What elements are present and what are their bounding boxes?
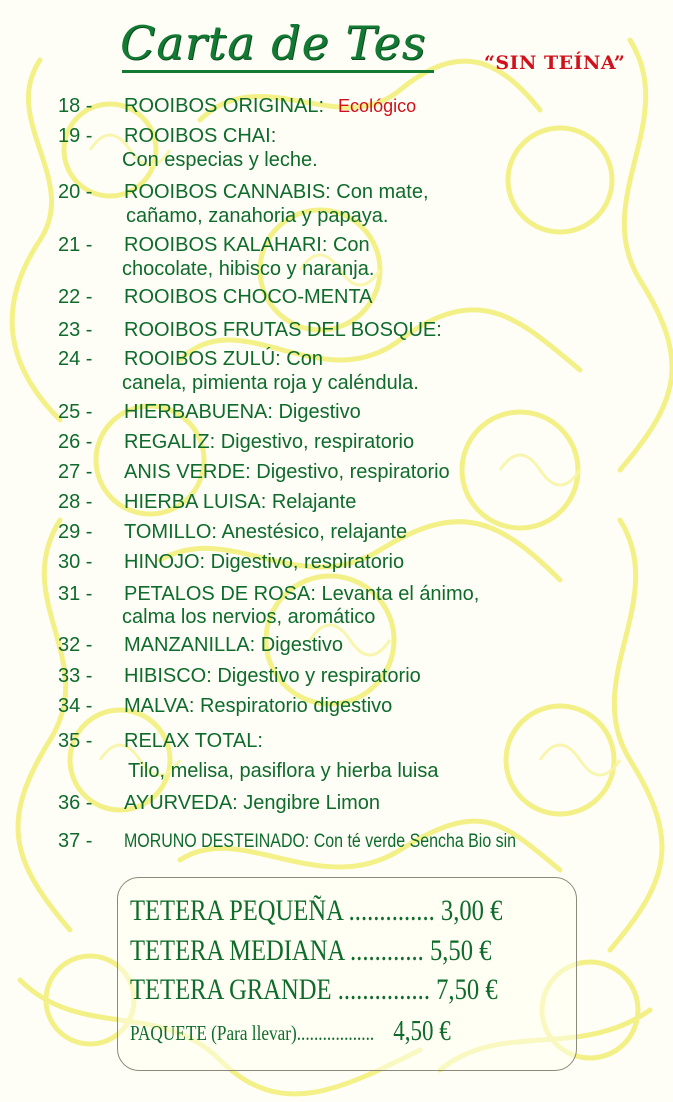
item-continuation: Tilo, melisa, pasiflora y hierba luisa	[128, 760, 439, 782]
list-item	[58, 520, 407, 544]
item-name: ROOIBOS CANNABIS: Con mate,	[124, 181, 429, 203]
item-name: PETALOS DE ROSA: Levanta el ánimo,	[124, 583, 480, 605]
list-item	[58, 318, 442, 342]
item-name: MALVA: Respiratorio digestivo	[124, 695, 393, 717]
list-item	[58, 829, 591, 854]
title-underline	[122, 70, 434, 73]
item-name: MORUNO DESTEINADO: Con té verde Sencha Bio sin	[124, 831, 517, 852]
price-row-large	[130, 973, 498, 1007]
item-number: 24 -	[58, 348, 93, 370]
item-name: REGALIZ: Digestivo, respiratorio	[124, 431, 415, 453]
price-label: TETERA PEQUEÑA ..............	[130, 894, 435, 927]
price-label: PAQUETE (Para llevar)..................	[130, 1021, 375, 1045]
list-item	[58, 124, 276, 148]
item-name: MANZANILLA: Digestivo	[124, 634, 343, 656]
item-continuation: chocolate, hibisco y naranja.	[122, 258, 375, 280]
item-number: 25 -	[58, 401, 93, 423]
item-number: 34 -	[58, 695, 93, 717]
item-continuation: calma los nervios, aromático	[122, 606, 376, 628]
list-item	[58, 490, 356, 514]
item-name: ANIS VERDE: Digestivo, respiratorio	[124, 461, 450, 483]
list-item	[58, 791, 380, 815]
item-name: ROOIBOS CHAI:	[124, 125, 277, 147]
item-number: 20 -	[58, 181, 93, 203]
list-item	[58, 664, 421, 688]
item-name: ROOIBOS CHOCO-MENTA	[124, 286, 373, 308]
page-title: Carta de Tes	[120, 16, 427, 70]
list-item	[58, 180, 429, 204]
price-row-medium	[130, 934, 491, 968]
item-name: ROOIBOS KALAHARI: Con	[124, 234, 370, 256]
price-label: TETERA MEDIANA ............	[130, 934, 424, 967]
item-number: 21 -	[58, 234, 93, 256]
item-name: HIERBA LUISA: Relajante	[124, 491, 357, 513]
sin-teina-label: “SIN TEÍNA”	[484, 52, 626, 74]
list-item	[58, 285, 373, 309]
price-label: TETERA GRANDE ...............	[130, 973, 430, 1006]
list-item	[58, 460, 450, 484]
price-row-package	[130, 1016, 451, 1048]
item-continuation: Con especias y leche.	[122, 149, 318, 171]
list-item	[58, 430, 414, 454]
item-continuation: cañamo, zanahoria y papaya.	[126, 205, 389, 227]
list-item	[58, 582, 479, 606]
price-value: 7,50 €	[436, 973, 498, 1006]
price-value: 5,50 €	[429, 934, 492, 967]
item-number: 30 -	[58, 551, 93, 573]
item-name: HIBISCO: Digestivo y respiratorio	[124, 665, 421, 687]
list-item	[58, 694, 392, 718]
list-item	[58, 633, 343, 657]
list-item	[58, 400, 361, 424]
list-item	[58, 729, 263, 753]
item-name: RELAX TOTAL:	[124, 730, 263, 752]
list-item	[58, 550, 404, 574]
item-number: 27 -	[58, 461, 93, 483]
item-number: 32 -	[58, 634, 93, 656]
item-number: 19 -	[58, 125, 93, 147]
item-number: 29 -	[58, 521, 93, 543]
item-name: HIERBABUENA: Digestivo	[124, 401, 361, 423]
item-number: 36 -	[58, 792, 93, 814]
item-name: AYURVEDA: Jengibre Limon	[124, 792, 381, 814]
ecologico-badge: Ecológico	[338, 96, 417, 116]
item-number: 23 -	[58, 319, 93, 341]
list-item	[58, 347, 323, 371]
price-row-small	[130, 894, 502, 928]
item-number: 31 -	[58, 583, 93, 605]
item-number: 33 -	[58, 665, 93, 687]
item-name: ROOIBOS ORIGINAL:	[124, 95, 325, 117]
list-item	[58, 94, 416, 118]
item-name: HINOJO: Digestivo, respiratorio	[124, 551, 405, 573]
item-number: 22 -	[58, 286, 93, 308]
item-number: 26 -	[58, 431, 93, 453]
item-name: ROOIBOS ZULÚ: Con	[124, 348, 323, 370]
item-number: 37 -	[58, 830, 93, 852]
item-name: TOMILLO: Anestésico, relajante	[124, 521, 408, 543]
item-number: 35 -	[58, 730, 93, 752]
price-value: 4,50 €	[393, 1016, 451, 1047]
price-value: 3,00 €	[440, 894, 503, 927]
item-number: 28 -	[58, 491, 93, 513]
item-number: 18 -	[58, 95, 93, 117]
item-continuation: canela, pimienta roja y caléndula.	[122, 372, 419, 394]
list-item	[58, 233, 370, 257]
item-name: ROOIBOS FRUTAS DEL BOSQUE:	[124, 319, 442, 341]
